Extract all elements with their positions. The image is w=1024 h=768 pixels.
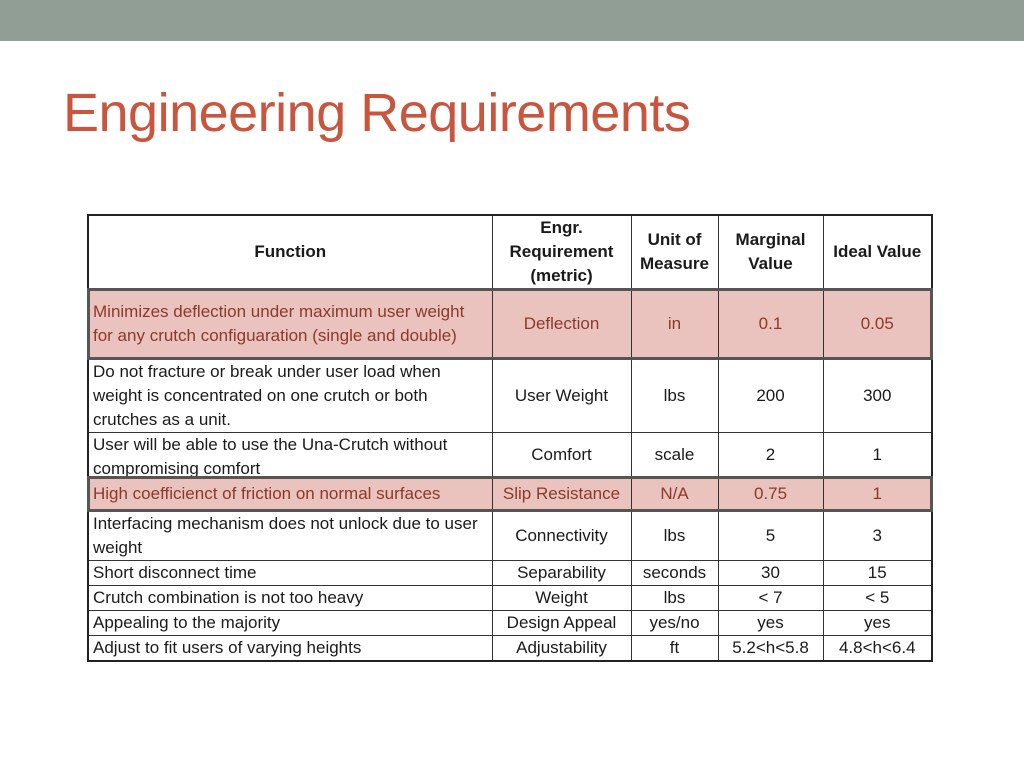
table-header-row: [88, 215, 932, 289]
row-function: Crutch combination is not too heavy: [88, 585, 492, 610]
row-unit: scale: [631, 432, 718, 477]
row-function: High coefficienct of friction on normal surfaces: [88, 477, 492, 511]
header-unit-of-measure: [631, 215, 718, 289]
row-requirement: Comfort: [492, 432, 631, 477]
row-requirement: User Weight: [492, 359, 631, 432]
table-row: [88, 635, 932, 661]
header-function: Function: [88, 215, 492, 289]
row-requirement: Weight: [492, 585, 631, 610]
row-unit: lbs: [631, 585, 718, 610]
header-marginal-line2: Value: [748, 254, 793, 273]
table-row: [88, 560, 932, 585]
row-function: Short disconnect time: [88, 560, 492, 585]
requirements-table: [87, 214, 933, 662]
row-function: Do not fracture or break under user load when weight is concentrated on one crutch or both crutches as a unit.: [88, 359, 492, 432]
row-function: Appealing to the majority: [88, 610, 492, 635]
row-marginal: 0.1: [718, 289, 823, 359]
row-marginal: 5.2<h<5.8: [718, 635, 823, 661]
row-requirement: Slip Resistance: [492, 477, 631, 511]
row-marginal: 30: [718, 560, 823, 585]
table-row: [88, 432, 932, 477]
table-row: [88, 585, 932, 610]
row-ideal: 0.05: [823, 289, 932, 359]
row-unit: N/A: [631, 477, 718, 511]
row-ideal: 15: [823, 560, 932, 585]
table-row: [88, 511, 932, 560]
row-requirement: Design Appeal: [492, 610, 631, 635]
row-function: Minimizes deflection under maximum user weight for any crutch configuaration (single and double): [88, 289, 492, 359]
slide-title: Engineering Requirements: [63, 83, 691, 143]
row-ideal: yes: [823, 610, 932, 635]
header-unit-line2: Measure: [640, 254, 709, 273]
row-ideal: 300: [823, 359, 932, 432]
header-engr-line2: Requirement: [509, 242, 614, 261]
table-row: [88, 610, 932, 635]
row-marginal: 200: [718, 359, 823, 432]
row-unit: yes/no: [631, 610, 718, 635]
row-marginal: 0.75: [718, 477, 823, 511]
requirements-table-container: [87, 214, 931, 662]
top-accent-bar: [0, 0, 1024, 41]
row-requirement: Connectivity: [492, 511, 631, 560]
row-ideal: 1: [823, 432, 932, 477]
table-row: [88, 359, 932, 432]
header-unit-line1: Unit of: [647, 230, 702, 249]
row-unit: lbs: [631, 511, 718, 560]
table-row: [88, 477, 932, 511]
header-engr-line1: Engr.: [540, 218, 583, 237]
row-ideal: 3: [823, 511, 932, 560]
row-function: [88, 432, 492, 477]
header-marginal-line1: Marginal: [735, 230, 806, 249]
row-unit: in: [631, 289, 718, 359]
header-ideal-value: Ideal Value: [823, 215, 932, 289]
row-marginal: < 7: [718, 585, 823, 610]
header-engr-requirement: [492, 215, 631, 289]
row-ideal: 4.8<h<6.4: [823, 635, 932, 661]
row-function: Interfacing mechanism does not unlock due to user weight: [88, 511, 492, 560]
row-marginal: 2: [718, 432, 823, 477]
row-requirement: Deflection: [492, 289, 631, 359]
row-function-clip: User will be able to use the Una-Crutch without compromising comfort: [93, 434, 448, 477]
row-unit: seconds: [631, 560, 718, 585]
header-engr-line3: (metric): [530, 266, 593, 285]
table-row: [88, 289, 932, 359]
row-unit: lbs: [631, 359, 718, 432]
row-ideal: < 5: [823, 585, 932, 610]
row-ideal: 1: [823, 477, 932, 511]
row-requirement: Adjustability: [492, 635, 631, 661]
row-function: Adjust to fit users of varying heights: [88, 635, 492, 661]
row-unit: ft: [631, 635, 718, 661]
row-marginal: 5: [718, 511, 823, 560]
row-requirement: Separability: [492, 560, 631, 585]
header-marginal-value: [718, 215, 823, 289]
row-marginal: yes: [718, 610, 823, 635]
